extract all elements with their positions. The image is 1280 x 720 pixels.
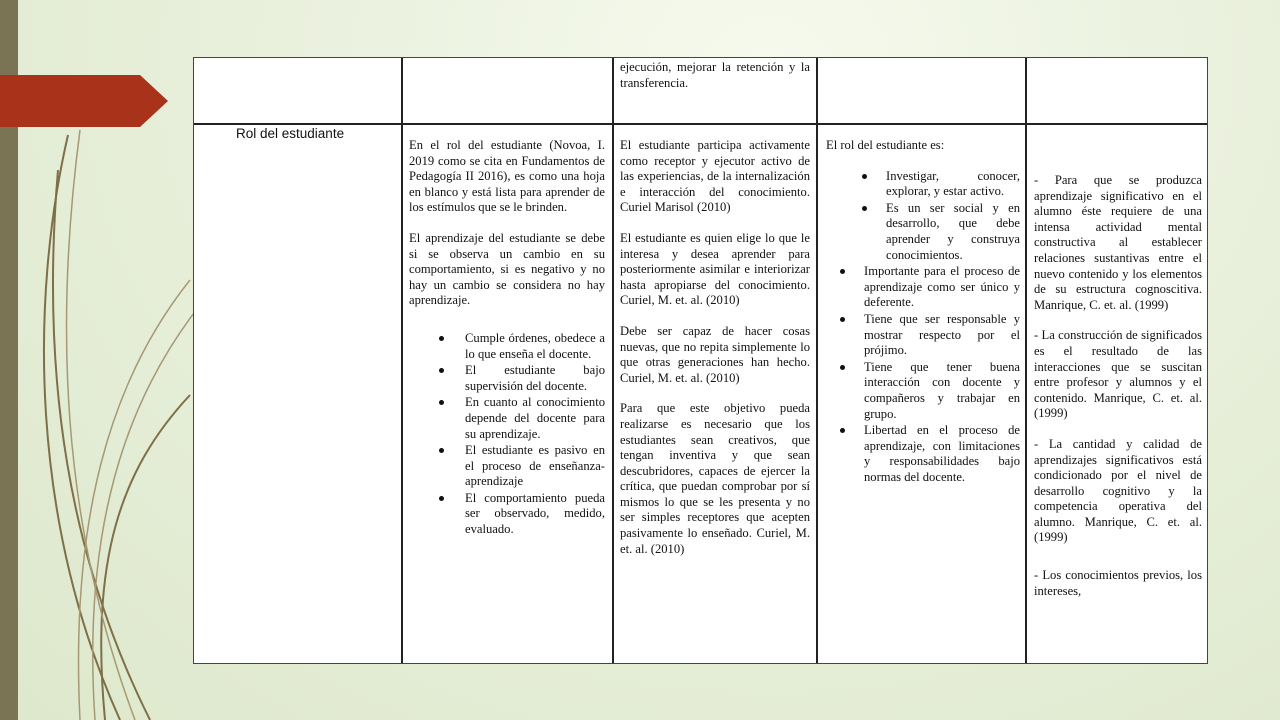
col4-bullet: Tiene que ser responsable y mostrar respecto por el prójimo. <box>864 311 1020 358</box>
col2-bullet: El comportamiento pueda ser observado, medido, evaluado. <box>465 490 605 537</box>
col3-paragraph: Debe ser capaz de hacer cosas nuevas, que no repita simplemente lo que otras generaciones han hecho. Curiel, M. et. al. (2010) <box>620 323 810 385</box>
col5-paragraph: - La cantidad y calidad de aprendizajes significativos está condicionado por el nivel de desarrollo cognitivo y la competencia operativa del alumno. Manrique, C. et. al. (1999) <box>1034 436 1202 545</box>
col2-bullet: En cuanto al conocimiento depende del docente para su aprendizaje. <box>465 395 605 441</box>
top-row-col3-text: ejecución, mejorar la retención y la transferencia. <box>620 60 810 90</box>
col4-bullet: Tiene que tener buena interacción con docente y compañeros y trabajar en grupo. <box>864 359 1020 421</box>
col2-paragraph: En el rol del estudiante (Novoa, I. 2019 como se cita en Fundamentos de Pedagogía II 2016), es como una hoja en blanco y está lista para aprender de los estímulos que se le brinden. <box>409 138 605 215</box>
row-divider <box>194 123 1207 125</box>
col5-paragraph: - Para que se produzca aprendizaje significativo en el alumno éste requiere de una intensa actividad mental constructiva al establecer relaciones sustantivas entre el nuevo contenido y los elementos de su estructura cognoscitiva. Manrique, C. et. al. (1999) <box>1034 173 1202 312</box>
col4-cell <box>826 138 1020 486</box>
col4-bullet: Libertad en el proceso de aprendizaje, con limitaciones y responsabilidades bajo normas del docente. <box>864 423 1020 484</box>
col2-bullet: Cumple órdenes, obedece a lo que enseña el docente. <box>465 330 605 361</box>
col5-cell <box>1034 173 1202 599</box>
col3-paragraph: El estudiante es quien elige lo que le interesa y desea aprender para posteriormente asimilar e interiorizar hasta apropiarse del conocimiento. Curiel, M. et. al. (2010) <box>620 230 810 308</box>
col4-bullet: Investigar, conocer, explorar, y estar activo. <box>886 168 1020 199</box>
col4-bullet: Importante para el proceso de aprendizaje como ser único y deferente. <box>864 264 1020 310</box>
row-label: Rol del estudiante <box>236 126 345 141</box>
col2-bullet-list <box>409 331 605 538</box>
col4-bullet-list <box>826 169 1020 486</box>
col2-bullet: El estudiante es pasivo en el proceso de enseñanza-aprendizaje <box>465 443 605 489</box>
col4-bullet: Es un ser social y en desarrollo, que debe aprender y construya conocimientos. <box>886 200 1020 262</box>
col3-cell <box>620 138 810 557</box>
col2-cell <box>409 138 605 539</box>
column-divider <box>401 58 403 663</box>
col5-paragraph: - Los conocimientos previos, los intereses, <box>1034 568 1202 598</box>
content-table <box>193 57 1208 664</box>
col2-bullet: El estudiante bajo supervisión del docente. <box>465 363 605 393</box>
column-divider <box>612 58 614 663</box>
col2-paragraph: El aprendizaje del estudiante se debe si se observa un cambio en su comportamiento, si es negativo y no hay un cambio se considera no hay aprendizaje. <box>409 230 605 308</box>
col4-intro: El rol del estudiante es: <box>826 138 945 152</box>
col3-paragraph: El estudiante participa activamente como receptor y ejecutor activo de las experiencias, de la internalización e interacción del conocimiento. Curiel Marisol (2010) <box>620 138 810 215</box>
column-divider <box>816 58 818 663</box>
col3-paragraph: Para que este objetivo pueda realizarse es necesario que los estudiantes sean creativos, que tengan inventiva y que sean descubridores, capaces de ejercer la crítica, que puedan comprobar por sí mismos lo que se les presenta y no ser simples receptores que acepten pasivamente lo enseñado. Curiel, M. et. al. (2010) <box>620 401 810 556</box>
column-divider <box>1025 58 1027 663</box>
col5-paragraph: - La construcción de significados es el resultado de las interacciones que se suscitan entre profesor y alumnos y el contenido. Manrique, C. et. al. (1999) <box>1034 328 1202 421</box>
